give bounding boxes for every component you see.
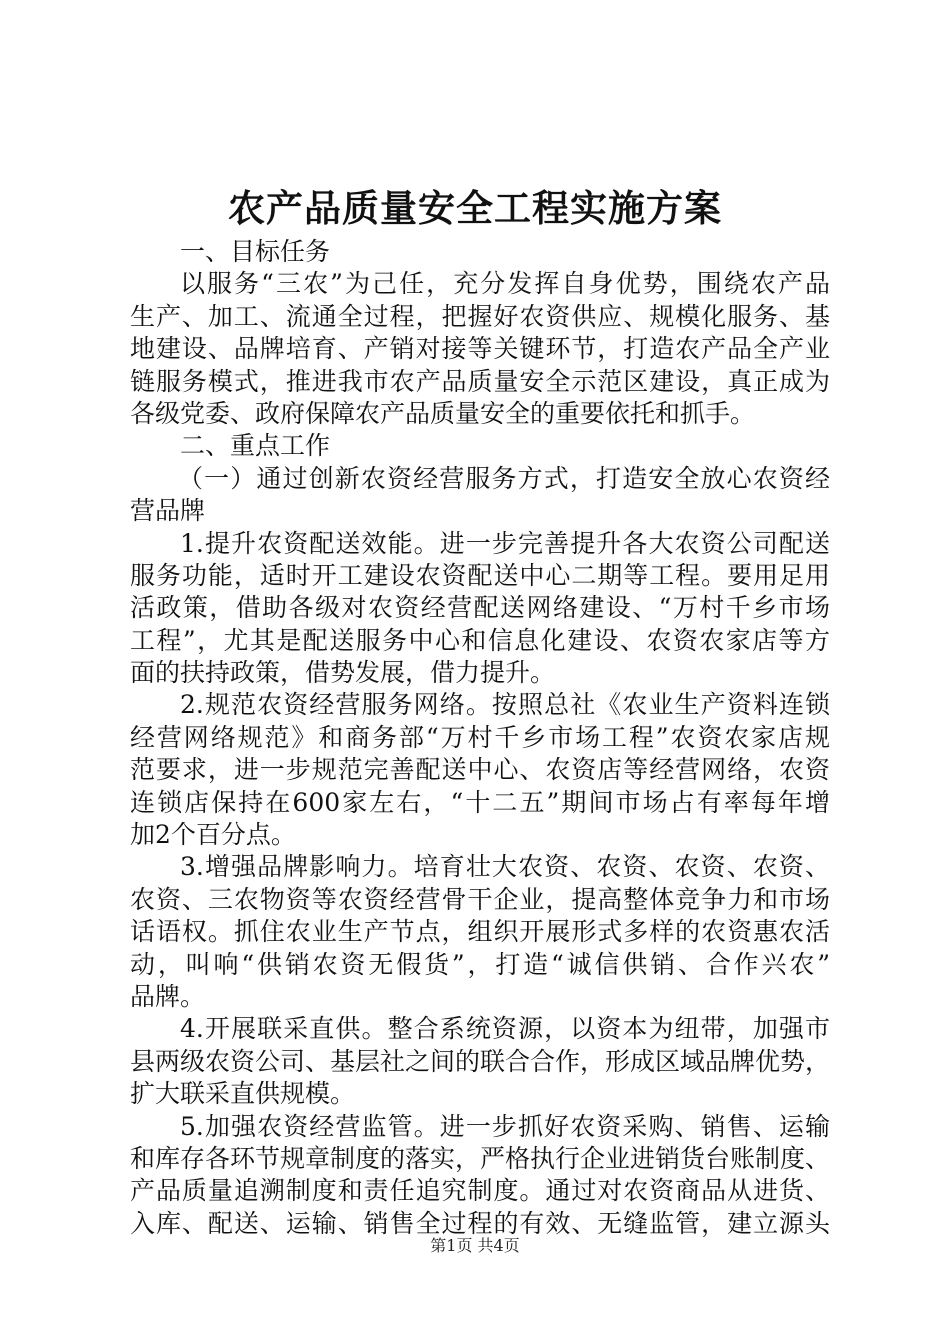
paragraph-line: 范要求，进一步规范完善配送中心、农资店等经营网络，农资 <box>130 755 830 785</box>
document-title: 农产品质量安全工程实施方案 <box>228 186 722 230</box>
paragraph-line: 1.提升农资配送效能。进一步完善提升各大农资公司配送 <box>180 528 830 558</box>
subsection-heading: （一）通过创新农资经营服务方式，打造安全放心农资经 <box>178 463 830 493</box>
paragraph-line: 活政策，借助各级对农资经营配送网络建设、“万村千乡市场 <box>130 593 830 623</box>
paragraph-line: 加2个百分点。 <box>130 820 296 850</box>
paragraph-line: 3.增强品牌影响力。培育壮大农资、农资、农资、农资、 <box>180 852 830 882</box>
paragraph-line: 经营网络规范》和商务部“万村千乡市场工程”农资农家店规 <box>130 722 830 752</box>
paragraph-line: 地建设、品牌培育、产销对接等关键环节，打造农产品全产业 <box>130 334 830 364</box>
document-body <box>130 236 830 1240</box>
paragraph-line: 2.规范农资经营服务网络。按照总社《农业生产资料连锁 <box>180 690 830 720</box>
paragraph-line: 5.加强农资经营监管。进一步抓好农资采购、销售、运输 <box>180 1111 830 1141</box>
paragraph-line: 服务功能，适时开工建设农资配送中心二期等工程。要用足用 <box>130 560 830 590</box>
paragraph-line: 产品质量追溯制度和责任追究制度。通过对农资商品从进货、 <box>130 1176 830 1206</box>
paragraph-line: 连锁店保持在600家左右，“十二五”期间市场占有率每年增 <box>130 787 830 817</box>
page-number-footer: 第1页 共4页 <box>430 1236 520 1255</box>
paragraph-line: 生产、加工、流通全过程，把握好农资供应、规模化服务、基 <box>130 301 830 331</box>
paragraph-line: 动，叫响“供销农资无假货”，打造“诚信供销、合作兴农” <box>130 949 830 979</box>
paragraph-line: 县两级农资公司、基层社之间的联合合作，形成区域品牌优势， <box>130 1046 831 1076</box>
paragraph-line: 工程”，尤其是配送服务中心和信息化建设、农资农家店等方 <box>130 625 830 655</box>
section-heading: 二、重点工作 <box>180 431 331 461</box>
paragraph-line: 品牌。 <box>130 981 206 1011</box>
paragraph-line: 各级党委、政府保障农产品质量安全的重要依托和抓手。 <box>130 398 756 428</box>
subsection-heading: 营品牌 <box>130 496 206 526</box>
paragraph-line: 入库、配送、运输、销售全过程的有效、无缝监管，建立源头 <box>130 1208 830 1238</box>
paragraph-line: 和库存各环节规章制度的落实，严格执行企业进销货台账制度、 <box>130 1143 831 1173</box>
paragraph-line: 扩大联采直供规模。 <box>130 1079 356 1109</box>
paragraph-line: 链服务模式，推进我市农产品质量安全示范区建设，真正成为 <box>130 366 830 396</box>
section-heading: 一、目标任务 <box>180 237 331 266</box>
paragraph-line: 面的扶持政策，借势发展，借力提升。 <box>130 658 556 688</box>
paragraph-line: 农资、三农物资等农资经营骨干企业，提高整体竞争力和市场 <box>130 884 830 914</box>
paragraph-line: 4.开展联采直供。整合系统资源，以资本为纽带，加强市 <box>180 1014 830 1044</box>
paragraph-line: 以服务“三农”为己任，充分发挥自身优势，围绕农产品 <box>180 269 830 299</box>
paragraph-line: 话语权。抓住农业生产节点，组织开展形式多样的农资惠农活 <box>130 917 830 947</box>
